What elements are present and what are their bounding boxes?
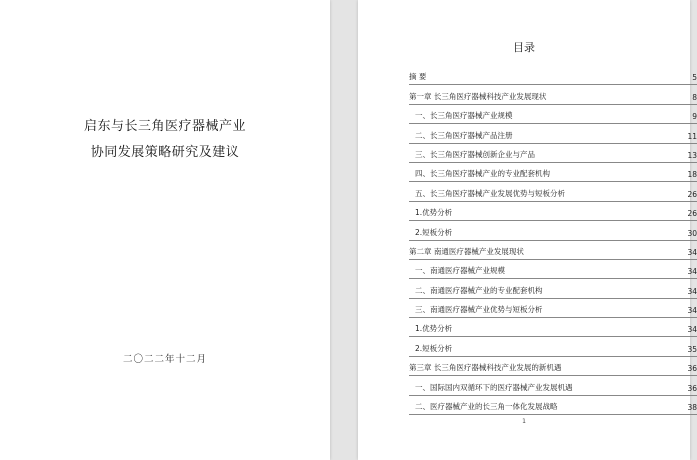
toc-entry-title: 1.优势分析 xyxy=(415,324,453,334)
toc-entry[interactable] xyxy=(409,124,697,143)
toc-entry-title: 一、长三角医疗器械产业规模 xyxy=(415,111,513,121)
toc-entry-title: 三、南通医疗器械产业优势与短板分析 xyxy=(415,305,543,315)
toc-entry-page: 9 xyxy=(692,112,697,122)
toc-entry-page: 34 xyxy=(687,306,697,316)
toc-entry[interactable] xyxy=(409,357,697,376)
toc-entry-page: 34 xyxy=(687,286,697,296)
toc-entry[interactable] xyxy=(409,260,697,279)
toc-entry-page: 18 xyxy=(687,170,697,180)
cover-title-line-1: 启东与长三角医疗器械产业 xyxy=(83,119,246,134)
toc-entry-page: 34 xyxy=(687,325,697,335)
cover-page xyxy=(0,0,330,460)
toc-entry-page: 38 xyxy=(687,403,697,413)
page-number: 1 xyxy=(522,418,526,425)
toc-entry-page: 13 xyxy=(687,150,697,160)
toc-entry[interactable] xyxy=(409,105,697,124)
cover-date: 二〇二二年十二月 xyxy=(122,354,207,365)
toc-entry[interactable] xyxy=(409,182,697,201)
toc-entry-title: 第一章 长三角医疗器械科技产业发展现状 xyxy=(409,91,547,101)
toc-entry-title: 一、国际国内双循环下的医疗器械产业发展机遇 xyxy=(415,382,573,392)
toc-entry-page: 8 xyxy=(692,92,697,102)
toc-entry-page: 34 xyxy=(687,247,697,257)
cover-title xyxy=(0,114,330,166)
toc-list xyxy=(409,66,697,415)
toc-entry-title: 2.短板分析 xyxy=(415,227,453,237)
toc-page xyxy=(358,0,697,460)
cover-title-line-2: 协同发展策略研究及建议 xyxy=(90,145,240,160)
toc-entry[interactable] xyxy=(409,337,697,356)
toc-entry-title: 1.优势分析 xyxy=(415,208,453,218)
toc-entry-page: 11 xyxy=(687,131,697,141)
toc-entry-title: 二、南通医疗器械产业的专业配套机构 xyxy=(415,285,543,295)
toc-entry-page: 26 xyxy=(687,189,697,199)
toc-entry-page: 5 xyxy=(692,73,697,83)
toc-entry[interactable] xyxy=(409,241,697,260)
toc-entry-title: 四、长三角医疗器械产业的专业配套机构 xyxy=(415,169,550,179)
toc-entry[interactable] xyxy=(409,85,697,104)
toc-entry-page: 34 xyxy=(687,267,697,277)
toc-entry-title: 一、南通医疗器械产业规模 xyxy=(415,266,505,276)
toc-entry[interactable] xyxy=(409,299,697,318)
toc-entry-page: 26 xyxy=(687,209,697,219)
toc-entry-title: 二、医疗器械产业的长三角一体化发展战略 xyxy=(415,402,558,412)
toc-entry-title: 第二章 南通医疗器械产业发展现状 xyxy=(409,246,524,256)
toc-entry-title: 第三章 长三角医疗器械科技产业发展的新机遇 xyxy=(409,363,562,373)
toc-entry[interactable] xyxy=(409,396,697,415)
toc-entry-title: 摘 要 xyxy=(409,72,427,82)
toc-entry[interactable] xyxy=(409,318,697,337)
toc-entry[interactable] xyxy=(409,202,697,221)
toc-entry-page: 36 xyxy=(687,364,697,374)
toc-entry-page: 30 xyxy=(687,228,697,238)
toc-entry-title: 三、长三角医疗器械创新企业与产品 xyxy=(415,149,535,159)
toc-entry[interactable] xyxy=(409,376,697,395)
toc-entry[interactable] xyxy=(409,221,697,240)
toc-heading: 目录 xyxy=(513,41,535,54)
toc-entry[interactable] xyxy=(409,144,697,163)
toc-entry[interactable] xyxy=(409,66,697,85)
toc-entry-title: 二、长三角医疗器械产品注册 xyxy=(415,130,513,140)
toc-entry-title: 2.短板分析 xyxy=(415,343,453,353)
toc-entry[interactable] xyxy=(409,279,697,298)
toc-entry[interactable] xyxy=(409,163,697,182)
toc-entry-page: 36 xyxy=(687,383,697,393)
toc-entry-title: 五、长三角医疗器械产业发展优势与短板分析 xyxy=(415,188,565,198)
toc-entry-page: 35 xyxy=(687,344,697,354)
